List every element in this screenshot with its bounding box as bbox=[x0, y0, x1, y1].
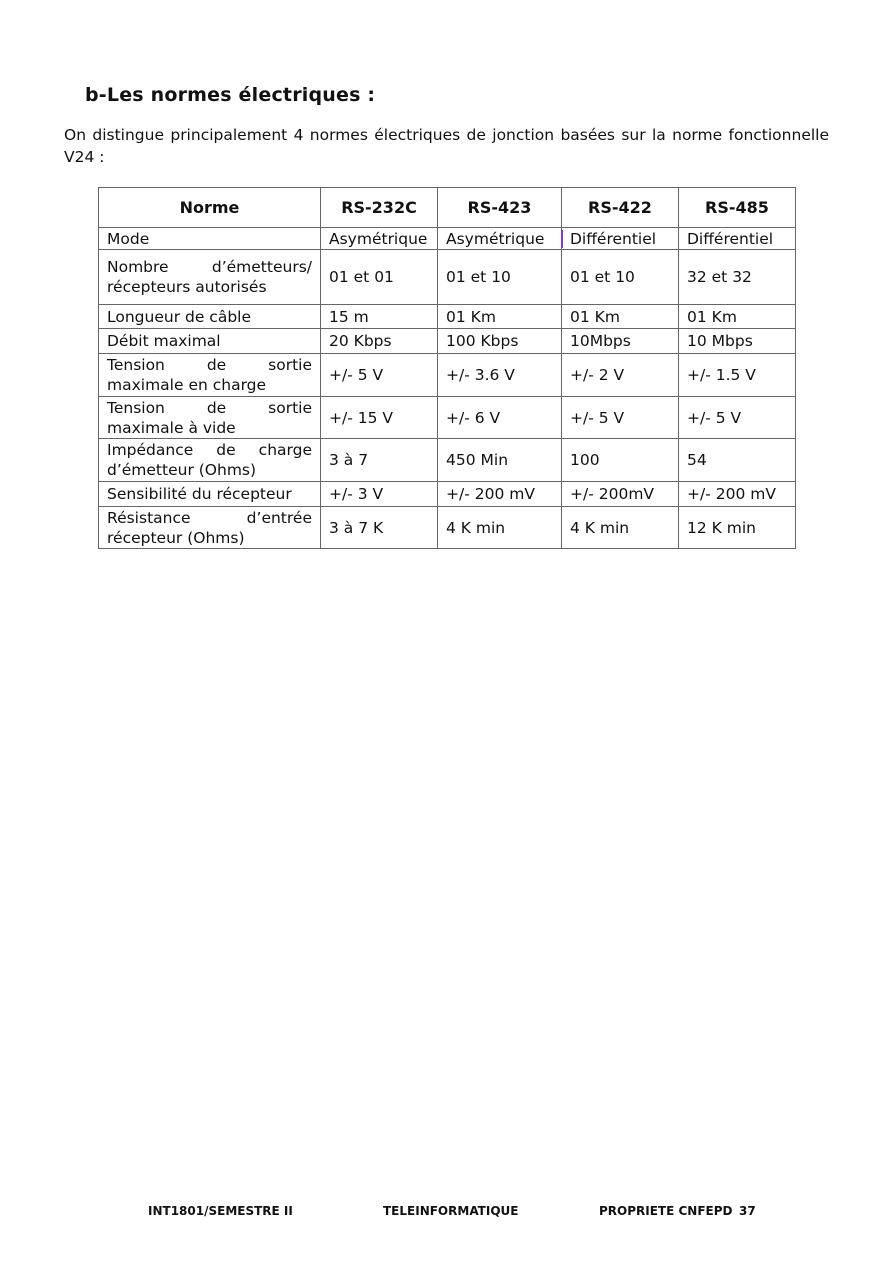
table-cell: +/- 200 mV bbox=[679, 482, 796, 507]
table-cell: 100 bbox=[562, 439, 679, 482]
row-label: Mode bbox=[99, 228, 321, 250]
table-cell: 10Mbps bbox=[562, 329, 679, 354]
table-row bbox=[99, 250, 796, 305]
row-label: Impédance de charge d’émetteur (Ohms) bbox=[99, 439, 321, 482]
footer-page-number: 37 bbox=[739, 1204, 756, 1218]
table-cell: 4 K min bbox=[562, 507, 679, 549]
table-cell: 54 bbox=[679, 439, 796, 482]
cell-text: Différentiel bbox=[561, 230, 656, 248]
row-label: Sensibilité du récepteur bbox=[99, 482, 321, 507]
table-cell: Asymétrique bbox=[438, 228, 562, 250]
table-row bbox=[99, 228, 796, 250]
row-label: Débit maximal bbox=[99, 329, 321, 354]
table-cell: +/- 3.6 V bbox=[438, 354, 562, 397]
header-rs-422: RS-422 bbox=[562, 188, 679, 228]
table-cell: +/- 3 V bbox=[321, 482, 438, 507]
table-cell: 01 et 01 bbox=[321, 250, 438, 305]
table-cell: +/- 1.5 V bbox=[679, 354, 796, 397]
table-cell: +/- 5 V bbox=[321, 354, 438, 397]
table-cell: 3 à 7 K bbox=[321, 507, 438, 549]
table-cell: 4 K min bbox=[438, 507, 562, 549]
row-label: Tension de sortie maximale à vide bbox=[99, 397, 321, 439]
header-rs-423: RS-423 bbox=[438, 188, 562, 228]
table-cell: 10 Mbps bbox=[679, 329, 796, 354]
table-row bbox=[99, 507, 796, 549]
table-cell: +/- 200mV bbox=[562, 482, 679, 507]
table-row bbox=[99, 482, 796, 507]
header-rs-232c: RS-232C bbox=[321, 188, 438, 228]
table-cell: 15 m bbox=[321, 305, 438, 329]
table-cell: 12 K min bbox=[679, 507, 796, 549]
table-row bbox=[99, 305, 796, 329]
footer-subject: TELEINFORMATIQUE bbox=[383, 1204, 519, 1218]
electrical-norms-table bbox=[98, 187, 796, 549]
table-cell: 01 et 10 bbox=[562, 250, 679, 305]
row-label: Tension de sortie maximale en charge bbox=[99, 354, 321, 397]
table-row bbox=[99, 397, 796, 439]
section-title: b-Les normes électriques : bbox=[85, 84, 376, 106]
table-cell: 450 Min bbox=[438, 439, 562, 482]
table-cell: 32 et 32 bbox=[679, 250, 796, 305]
table-cell: +/- 6 V bbox=[438, 397, 562, 439]
intro-paragraph: On distingue principalement 4 normes électriques de jonction basées sur la norme fonctionnelle V24 : bbox=[64, 126, 829, 166]
table-cell: 20 Kbps bbox=[321, 329, 438, 354]
table-cell: Asymétrique bbox=[321, 228, 438, 250]
table-row bbox=[99, 329, 796, 354]
table-cell: Différentiel bbox=[679, 228, 796, 250]
table-cell: 01 et 10 bbox=[438, 250, 562, 305]
header-rs-485: RS-485 bbox=[679, 188, 796, 228]
table-cell: +/- 200 mV bbox=[438, 482, 562, 507]
table-cell: +/- 2 V bbox=[562, 354, 679, 397]
table-row bbox=[99, 439, 796, 482]
table-cell: 100 Kbps bbox=[438, 329, 562, 354]
table-cell: 01 Km bbox=[562, 305, 679, 329]
table-row bbox=[99, 354, 796, 397]
table-cell: +/- 5 V bbox=[562, 397, 679, 439]
table-cell: +/- 15 V bbox=[321, 397, 438, 439]
footer-owner: PROPRIETE CNFEPD bbox=[599, 1204, 733, 1218]
table-cell bbox=[562, 228, 679, 250]
row-label: Résistance d’entrée récepteur (Ohms) bbox=[99, 507, 321, 549]
row-label: Nombre d’émetteurs/ récepteurs autorisés bbox=[99, 250, 321, 305]
row-label: Longueur de câble bbox=[99, 305, 321, 329]
table-header-row bbox=[99, 188, 796, 228]
table-cell: 01 Km bbox=[679, 305, 796, 329]
table-cell: +/- 5 V bbox=[679, 397, 796, 439]
table-cell: 01 Km bbox=[438, 305, 562, 329]
table-cell: 3 à 7 bbox=[321, 439, 438, 482]
header-norme: Norme bbox=[99, 188, 321, 228]
footer-course: INT1801/SEMESTRE II bbox=[148, 1204, 293, 1218]
